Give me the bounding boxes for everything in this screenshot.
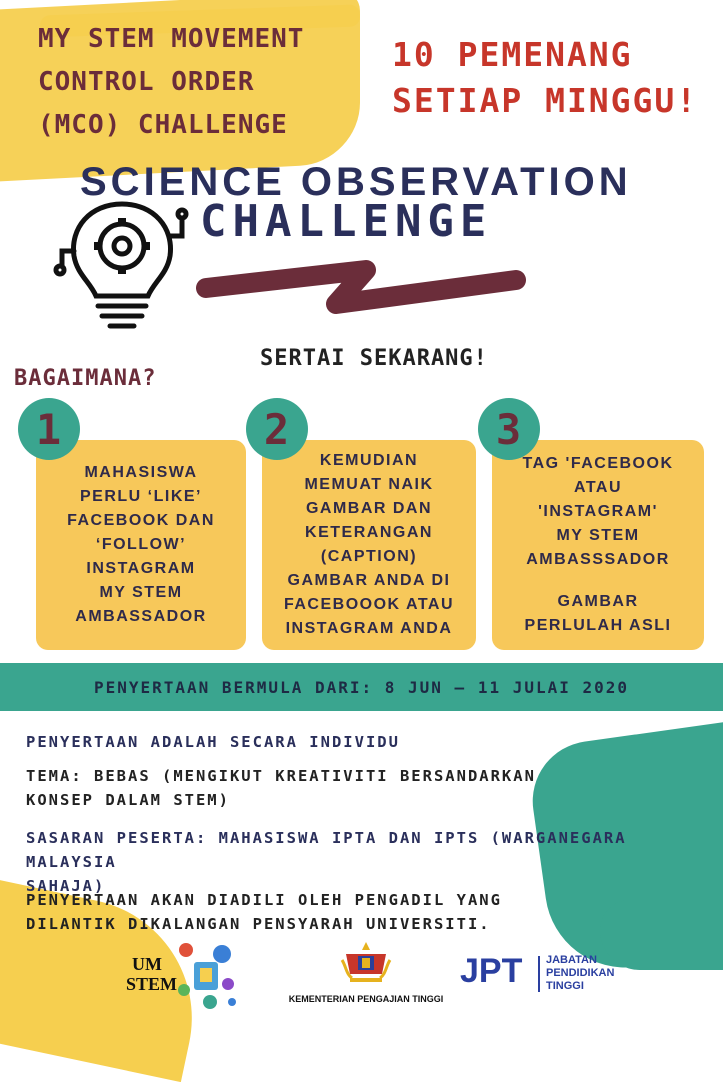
rule-judging-line: DILANTIK DIKALANGAN PENSYARAH UNIVERSITI. <box>26 915 491 933</box>
step-1-line: PERLU ‘LIKE’ <box>79 488 202 505</box>
step-1-line: ‘FOLLOW’ <box>95 536 187 553</box>
step-3-line: ATAU <box>573 479 623 496</box>
jpt-short: JPT <box>460 952 523 990</box>
how-label: BAGAIMANA? <box>14 366 157 391</box>
step-1-line: MAHASISWA <box>84 464 198 481</box>
challenge-heading <box>38 18 368 147</box>
rule-judging <box>26 888 646 936</box>
jpt-divider <box>538 956 540 992</box>
challenge-heading-line: MY STEM MOVEMENT <box>38 24 305 54</box>
step-2-line: FACEBOOOK ATAU <box>283 596 455 613</box>
lightbulb-gear-icon <box>52 196 192 332</box>
step-1-line: MY STEM <box>99 584 183 601</box>
step-3-line: AMBASSSADOR <box>526 551 670 568</box>
step-2-line: INSTAGRAM ANDA <box>285 620 453 637</box>
step-3-line: MY STEM <box>556 527 640 544</box>
title-line-2: CHALLENGE <box>200 196 493 247</box>
step-card-3 <box>492 440 704 650</box>
rule-theme <box>26 764 686 812</box>
step-card-2 <box>262 440 476 650</box>
join-now-label: SERTAI SEKARANG! <box>260 346 488 371</box>
umstem-icons-cluster <box>174 940 240 1012</box>
challenge-heading-line: CONTROL ORDER <box>38 67 255 97</box>
step-3-spacer <box>500 572 696 590</box>
rule-theme-line: TEMA: BEBAS (MENGIKUT KREATIVITI BERSANDARKAN <box>26 767 536 785</box>
umstem-logo <box>122 940 242 1020</box>
rule-judging-line: PENYERTAAN AKAN DIADILI OLEH PENGADIL YANG <box>26 891 502 909</box>
rule-theme-line: KONSEP DALAM STEM) <box>26 791 230 809</box>
step-1-line: AMBASSADOR <box>75 608 207 625</box>
rule-target-line: SAHAJA) <box>26 877 106 895</box>
step-3-line: PERLULAH ASLI <box>524 617 672 634</box>
jpt-full-name <box>546 954 614 993</box>
step-2-line: (CAPTION) <box>320 548 418 565</box>
step-2-line: KETERANGAN <box>305 524 433 541</box>
step-number-1: 1 <box>18 398 80 460</box>
challenge-heading-line: (MCO) CHALLENGE <box>38 110 288 140</box>
step-3-line: TAG 'FACEBOOK <box>522 455 674 472</box>
step-2-line: GAMBAR ANDA DI <box>287 572 451 589</box>
zigzag-brush-stroke <box>196 258 526 324</box>
step-number-2: 2 <box>246 398 308 460</box>
step-number-3: 3 <box>478 398 540 460</box>
title-line-1: SCIENCE OBSERVATION <box>80 160 632 204</box>
umstem-logo-text-2: STEM <box>126 974 178 994</box>
step-3-line: GAMBAR <box>557 593 639 610</box>
date-band <box>0 663 723 711</box>
winners-line: 10 PEMENANG <box>392 35 633 74</box>
ministry-logo <box>278 940 454 1020</box>
step-card-1 <box>36 440 246 650</box>
malaysia-crest-icon <box>340 940 392 984</box>
step-2-line: KEMUDIAN <box>319 452 419 469</box>
umstem-logo-text-1: UM <box>132 954 162 974</box>
winners-banner <box>392 32 702 124</box>
ministry-name: KEMENTERIAN PENGAJIAN TINGGI <box>288 994 444 1004</box>
rule-individual: PENYERTAAN ADALAH SECARA INDIVIDU <box>26 733 400 751</box>
winners-line: SETIAP MINGGU! <box>392 81 699 120</box>
step-3-line: 'INSTAGRAM' <box>538 503 658 520</box>
step-1-line: FACEBOOK DAN <box>67 512 215 529</box>
step-2-line: GAMBAR DAN <box>305 500 433 517</box>
date-band-text: PENYERTAAN BERMULA DARI: 8 JUN – 11 JULAI 2020 <box>93 677 630 697</box>
step-2-line: MEMUAT NAIK <box>304 476 434 493</box>
rule-target-line: SASARAN PESERTA: MAHASISWA IPTA DAN IPTS (WARGANEGARA MALAYSIA <box>26 829 627 871</box>
jpt-line: JABATAN <box>546 954 597 966</box>
jpt-line: TINGGI <box>546 980 584 992</box>
step-1-line: INSTAGRAM <box>86 560 196 577</box>
jpt-line: PENDIDIKAN <box>546 967 615 979</box>
jpt-logo <box>460 950 660 1000</box>
